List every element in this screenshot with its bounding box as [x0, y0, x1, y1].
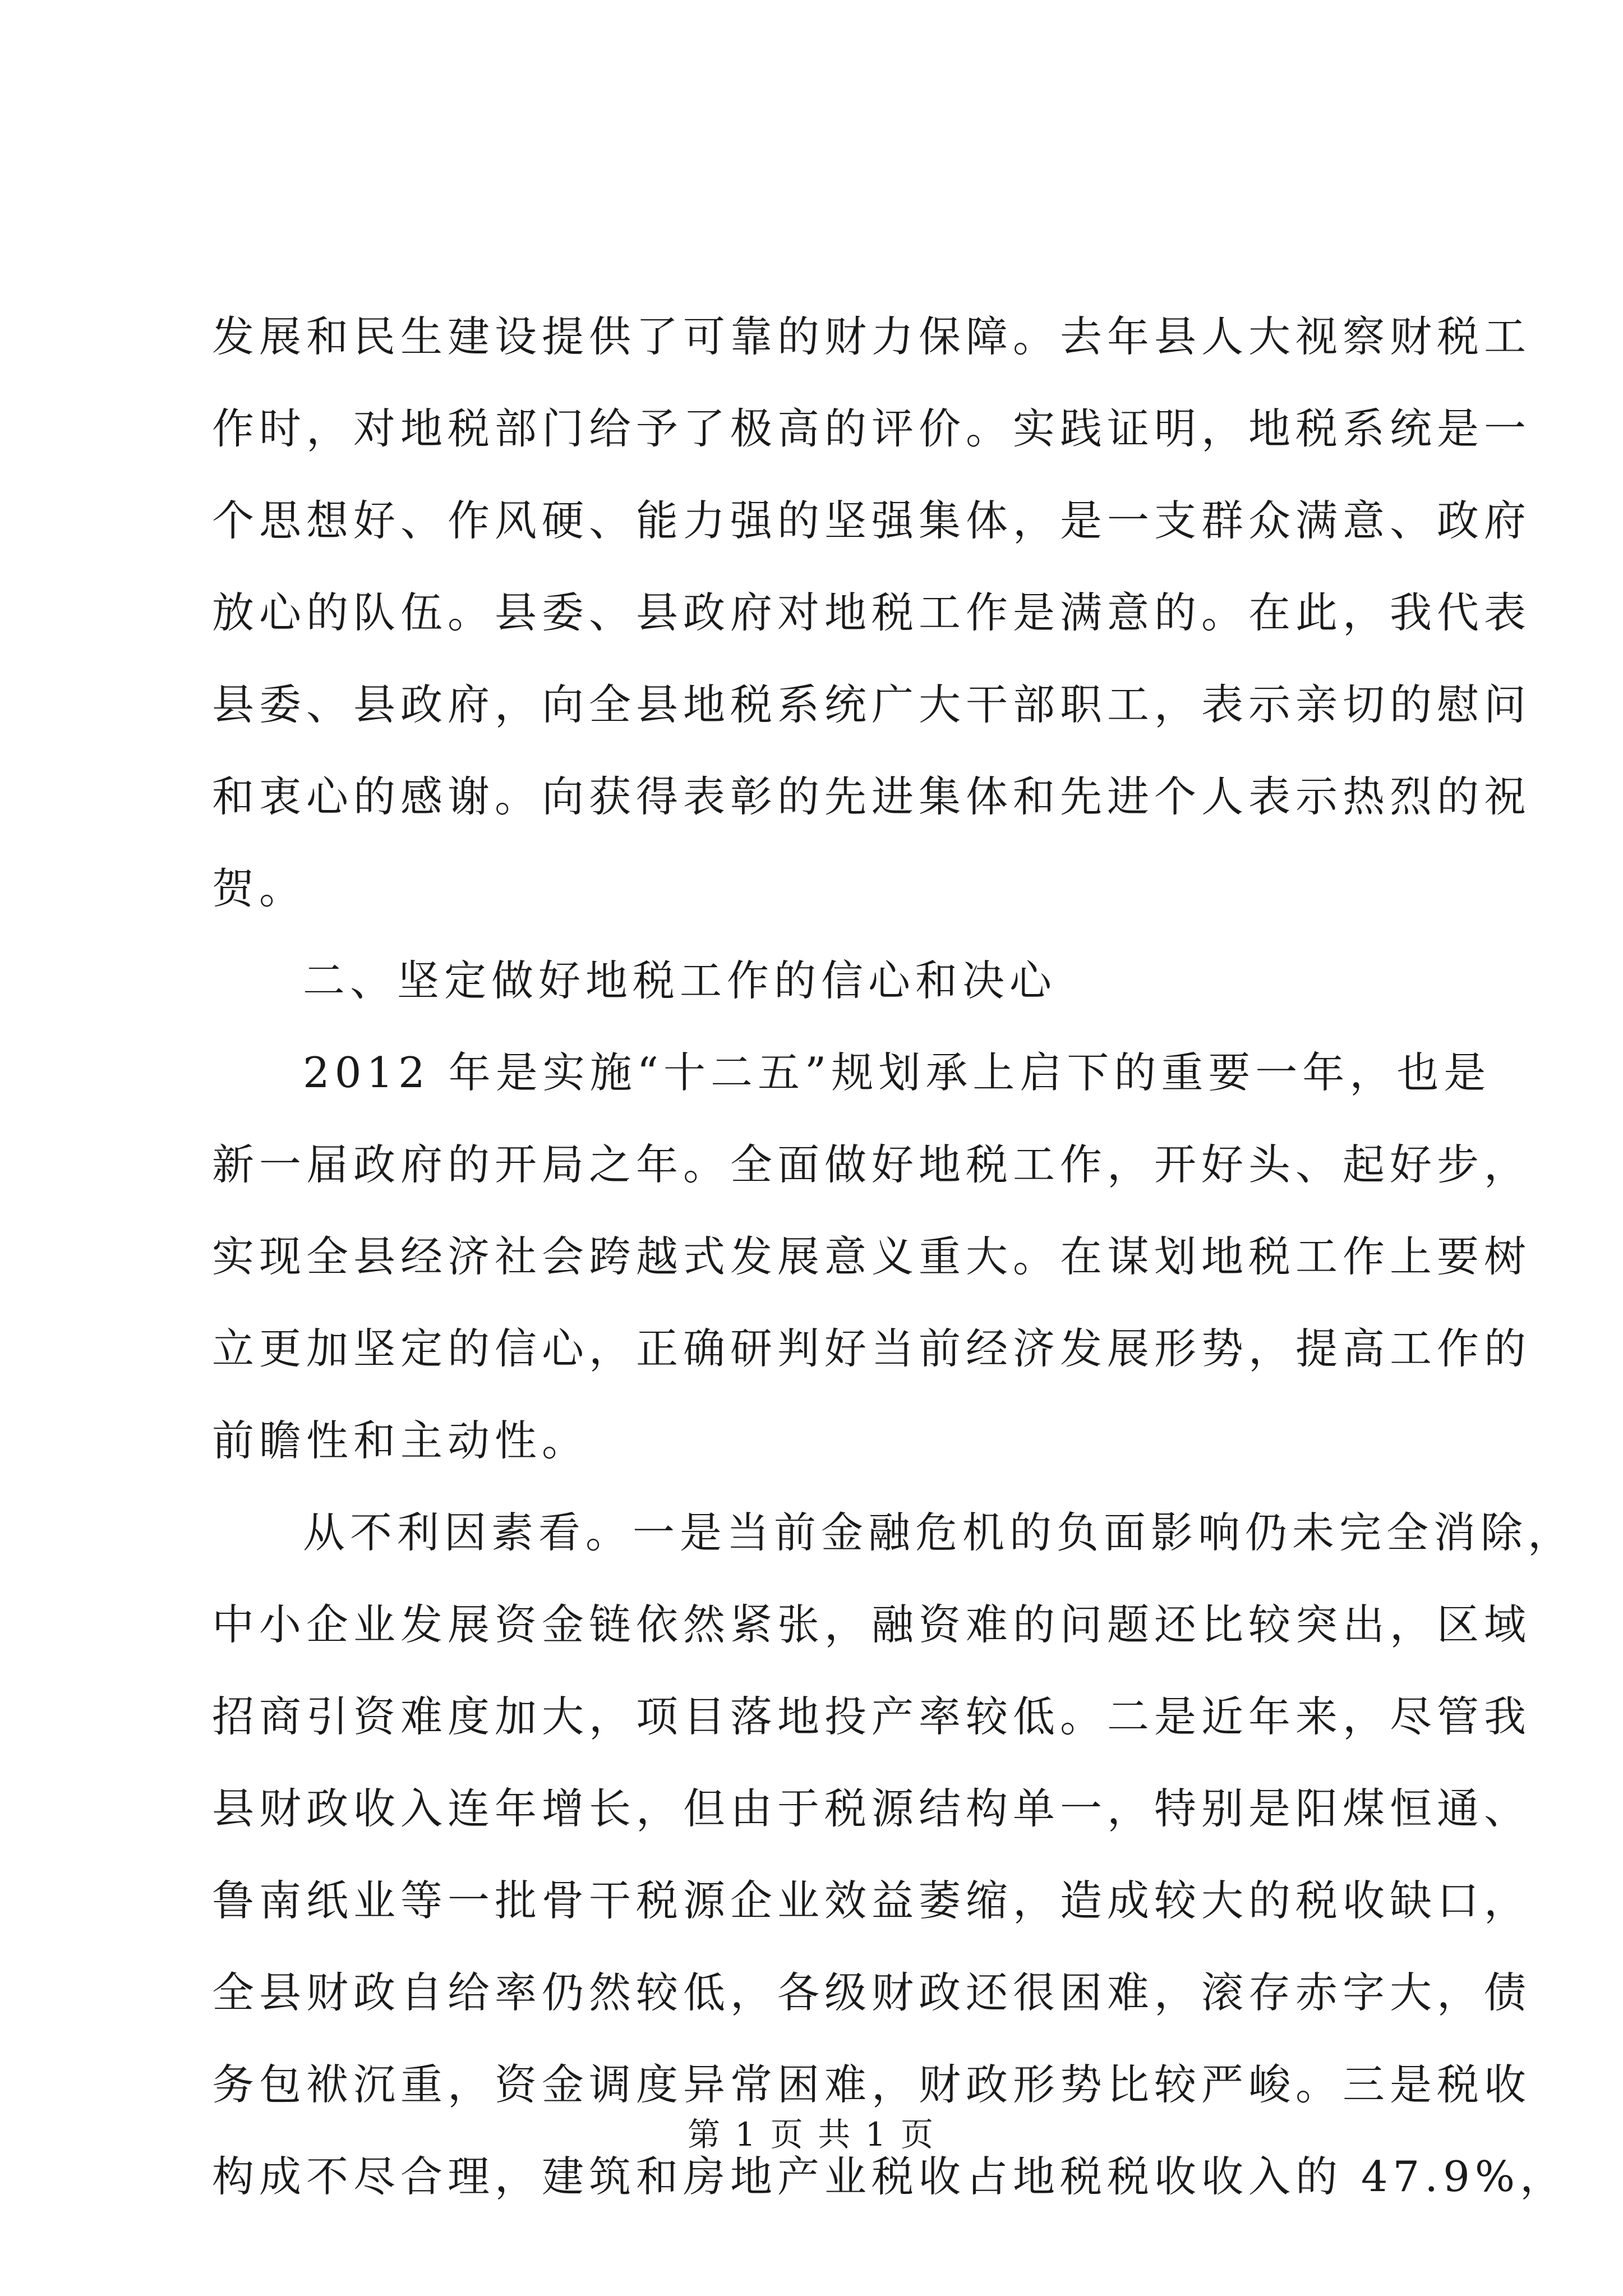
text-line: 构成不尽合理，建筑和房地产业税收占地税税收收入的 47.9%， — [212, 2152, 1567, 2201]
text-line: 贺。 — [212, 864, 307, 913]
text-line: 前瞻性和主动性。 — [212, 1416, 589, 1465]
body-text — [212, 306, 1575, 2238]
text-line: 发展和民生建设提供了可靠的财力保障。去年县人大视察财税工 — [212, 312, 1532, 361]
text-line: 个思想好、作风硬、能力强的坚强集体，是一支群众满意、政府 — [212, 496, 1532, 545]
text-line: 新一届政府的开局之年。全面做好地税工作，开好头、起好步， — [212, 1140, 1532, 1189]
text-line: 立更加坚定的信心，正确研判好当前经济发展形势，提高工作的 — [212, 1324, 1532, 1373]
text-line: 和衷心的感谢。向获得表彰的先进集体和先进个人表示热烈的祝 — [212, 772, 1532, 821]
paragraph-first-line: 2012 年是实施“十二五”规划承上启下的重要一年，也是 — [303, 1048, 1491, 1097]
text-line: 放心的队伍。县委、县政府对地税工作是满意的。在此，我代表 — [212, 588, 1532, 637]
page-number-footer: 第 1 页 共 1 页 — [688, 2115, 935, 2154]
text-line: 作时，对地税部门给予了极高的评价。实践证明，地税系统是一 — [212, 404, 1532, 453]
text-line: 县委、县政府，向全县地税系统广大干部职工，表示亲切的慰问 — [212, 680, 1532, 729]
text-line: 鲁南纸业等一批骨干税源企业效益萎缩，造成较大的税收缺口， — [212, 1876, 1532, 1925]
text-line: 务包袱沉重，资金调度异常困难，财政形势比较严峻。三是税收 — [212, 2060, 1532, 2109]
section-heading: 二、坚定做好地税工作的信心和决心 — [303, 956, 1057, 1005]
text-line: 实现全县经济社会跨越式发展意义重大。在谋划地税工作上要树 — [212, 1232, 1532, 1281]
text-line: 县财政收入连年增长，但由于税源结构单一，特别是阳煤恒通、 — [212, 1784, 1532, 1833]
text-line: 中小企业发展资金链依然紧张，融资难的问题还比较突出，区域 — [212, 1600, 1532, 1649]
paragraph-first-line: 从不利因素看。一是当前金融危机的负面影响仍未完全消除， — [303, 1508, 1575, 1557]
text-line: 全县财政自给率仍然较低，各级财政还很困难，滚存赤字大，债 — [212, 1968, 1532, 2017]
text-line: 招商引资难度加大，项目落地投产率较低。二是近年来，尽管我 — [212, 1692, 1532, 1741]
